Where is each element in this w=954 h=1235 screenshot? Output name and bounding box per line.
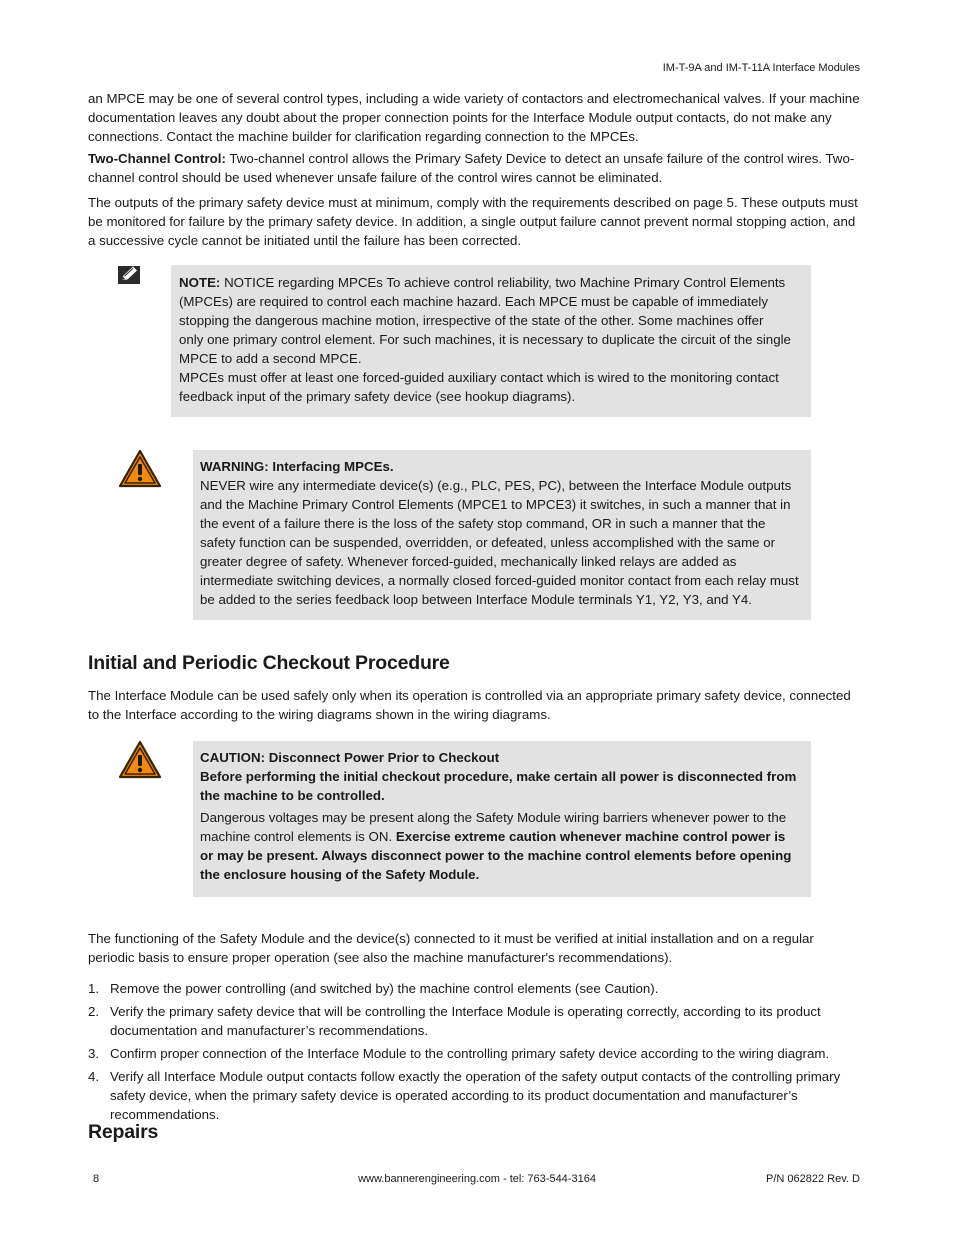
part-number: P/N 062822 Rev. D — [766, 1173, 860, 1185]
intro-paragraph-3: The outputs of the primary safety device must at minimum, comply with the requirements described on page 5. These outputs must be monitored for failure by the primary safety device. In addition, a single output failure cannot prevent normal stopping action, and a successive cycle cannot be initiated until the failure has been corrected. — [88, 195, 858, 248]
checkout-heading: Initial and Periodic Checkout Procedure — [88, 652, 450, 674]
warning-triangle-icon — [118, 740, 162, 780]
pencil-icon — [118, 265, 142, 287]
footer-contact: www.bannerengineering.com - tel: 763-544-3164 — [358, 1173, 596, 1185]
caution-bold-1: Before performing the initial checkout procedure, make certain all power is disconnected from the machine to be controlled. — [200, 769, 797, 803]
note-label: NOTE: — [179, 275, 221, 290]
warning-box — [193, 450, 811, 620]
checkout-intro: The Interface Module can be used safely only when its operation is controlled via an appropriate primary safety device, connected to the Interface according to the wiring diagrams shown in the wiring diagrams. — [88, 688, 851, 722]
note-box — [171, 265, 811, 417]
page-number: 8 — [93, 1173, 100, 1185]
note-text-2: MPCEs must offer at least one forced-guided auxiliary contact which is wired to the monitoring contact feedback input of the primary safety device (see hookup diagrams). — [179, 370, 779, 404]
repairs-heading: Repairs — [88, 1121, 159, 1143]
checkout-steps — [88, 979, 863, 1128]
list-item: 4. Verify all Interface Module output contacts follow exactly the operation of the safety output contacts of the controlling primary safety device, when the primary safety device is operated according to its product documentation and manufacturer’s recommendations. — [88, 1069, 841, 1122]
warning-triangle-icon — [118, 449, 162, 489]
checkout-paragraph-2: The functioning of the Safety Module and the device(s) connected to it must be verified at initial installation and on a regular periodic basis to ensure proper operation (see also the machine manufacturer's recommendations). — [88, 931, 814, 965]
list-item: 3. Confirm proper connection of the Interface Module to the controlling primary safety device according to the wiring diagram. — [88, 1046, 830, 1061]
running-header: IM-T-9A and IM-T-11A Interface Modules — [662, 62, 860, 74]
warning-text: NEVER wire any intermediate device(s) (e.g., PLC, PES, PC), between the Interface Module outputs and the Machine Primary Control Elements (MPCE1 to MPCE3) it switches, in such a manner that in the event of a failure there is the loss of the safety stop command, OR in such a manner that the safety function can be suspended, overridden, or defeated, unless accomplished with the same or greater degree of safety. Whenever forced-guided, mechanically linked relays are added as intermediate switching devices, a normally closed forced-guided monitor contact from each relay must be added to the series feedback loop between Interface Module terminals Y1, Y2, Y3, and Y4. — [200, 478, 799, 607]
warning-title: WARNING: Interfacing MPCEs. — [200, 459, 394, 474]
two-channel-text: Two-channel control allows the Primary Safety Device to detect an unsafe failure of the control wires. Two-channel control should be used whenever unsafe failure of the control wires cannot be eliminated. — [88, 151, 855, 185]
caution-title: CAUTION: Disconnect Power Prior to Checkout — [200, 750, 500, 765]
note-text: NOTICE regarding MPCEs To achieve control reliability, two Machine Primary Control Elements (MPCEs) are required to control each machine hazard. Each MPCE must be capable of immediately stopping the dangerous machine motion, irrespective of the state of the other. Some machines offer only one primary control element. For such machines, it is necessary to duplicate the circuit of the single MPCE to add a second MPCE. — [179, 275, 791, 366]
list-item: 1. Remove the power controlling (and switched by) the machine control elements (see Caution). — [88, 981, 659, 996]
intro-paragraph-1: an MPCE may be one of several control types, including a wide variety of contactors and electromechanical valves. If your machine documentation leaves any doubt about the proper connection points for the Interface Module output contacts, do not make any connections. Contact the machine builder for clarification regarding connection to the MPCEs. — [88, 91, 860, 144]
list-item: 2. Verify the primary safety device that will be controlling the Interface Module is operating correctly, according to its product documentation and manufacturer’s recommendations. — [88, 1004, 821, 1038]
two-channel-paragraph — [88, 149, 863, 187]
two-channel-label: Two-Channel Control: — [88, 151, 226, 166]
caution-bold-2: Exercise extreme caution whenever machine control power is or may be present. Always disconnect power to the machine control elements before opening the enclosure housing of the Safety Module. — [200, 829, 792, 882]
caution-box — [193, 741, 811, 897]
caution-text-2: Dangerous voltages may be present along the Safety Module wiring barriers whenever power to the machine control elements is ON. — [200, 810, 787, 844]
